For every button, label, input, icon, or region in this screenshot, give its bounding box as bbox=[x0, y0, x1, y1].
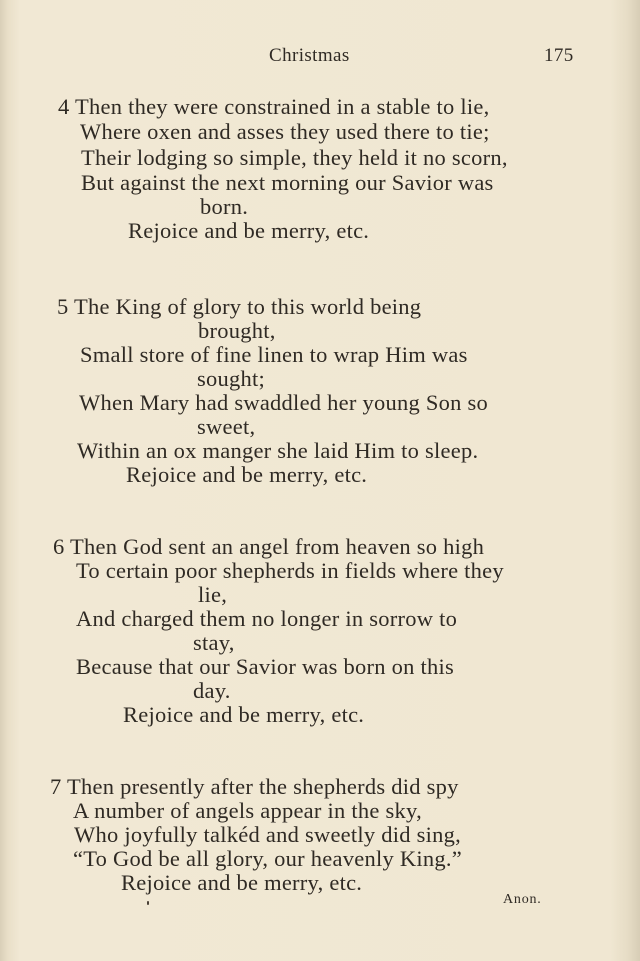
verse-5-line-1: 5 The King of glory to this world being bbox=[57, 294, 422, 319]
verse-7-line-3: Who joyfully talkéd and sweetly did sing, bbox=[74, 822, 462, 847]
verse-5-line-3: Small store of fine linen to wrap Him was bbox=[80, 342, 468, 367]
verse-6-refrain: Rejoice and be merry, etc. bbox=[123, 702, 365, 727]
verse-4-refrain: Rejoice and be merry, etc. bbox=[128, 218, 370, 243]
verse-6-line-7: day. bbox=[193, 678, 231, 703]
verse-6-line-5: stay, bbox=[193, 630, 235, 655]
verse-5-line-6: sweet, bbox=[197, 414, 256, 439]
verse-7-line-4: “To God be all glory, our heavenly King.” bbox=[73, 846, 462, 871]
verse-6-line-3: lie, bbox=[198, 582, 228, 607]
verse-5-line-4: sought; bbox=[197, 366, 266, 391]
page-header-title: Christmas bbox=[269, 45, 350, 66]
verse-4-line-2: Where oxen and asses they used there to tie; bbox=[80, 119, 490, 144]
verse-4-line-5: born. bbox=[200, 194, 249, 219]
verse-6-line-4: And charged them no longer in sorrow to bbox=[76, 606, 458, 631]
verse-6-line-6: Because that our Savior was born on this bbox=[76, 654, 455, 679]
verse-5-line-7: Within an ox manger she laid Him to sleep. bbox=[77, 438, 479, 463]
verse-4-line-1: 4 Then they were constrained in a stable to lie, bbox=[58, 94, 490, 119]
ink-mark bbox=[147, 901, 149, 905]
verse-6-line-1: 6 Then God sent an angel from heaven so high bbox=[53, 534, 485, 559]
verse-7-line-1: 7 Then presently after the shepherds did spy bbox=[50, 774, 459, 799]
verse-5-line-2: brought, bbox=[198, 318, 276, 343]
page-number: 175 bbox=[544, 45, 574, 66]
verse-7-line-2: A number of angels appear in the sky, bbox=[73, 798, 422, 823]
verse-4-line-4: But against the next morning our Savior was bbox=[81, 170, 494, 195]
verse-4-line-3: Their lodging so simple, they held it no scorn, bbox=[81, 145, 508, 170]
attribution: Anon. bbox=[503, 892, 542, 907]
verse-5-line-5: When Mary had swaddled her young Son so bbox=[79, 390, 489, 415]
verse-5-refrain: Rejoice and be merry, etc. bbox=[126, 462, 368, 487]
verse-6-line-2: To certain poor shepherds in fields where they bbox=[76, 558, 504, 583]
verse-7-refrain: Rejoice and be merry, etc. bbox=[121, 870, 363, 895]
